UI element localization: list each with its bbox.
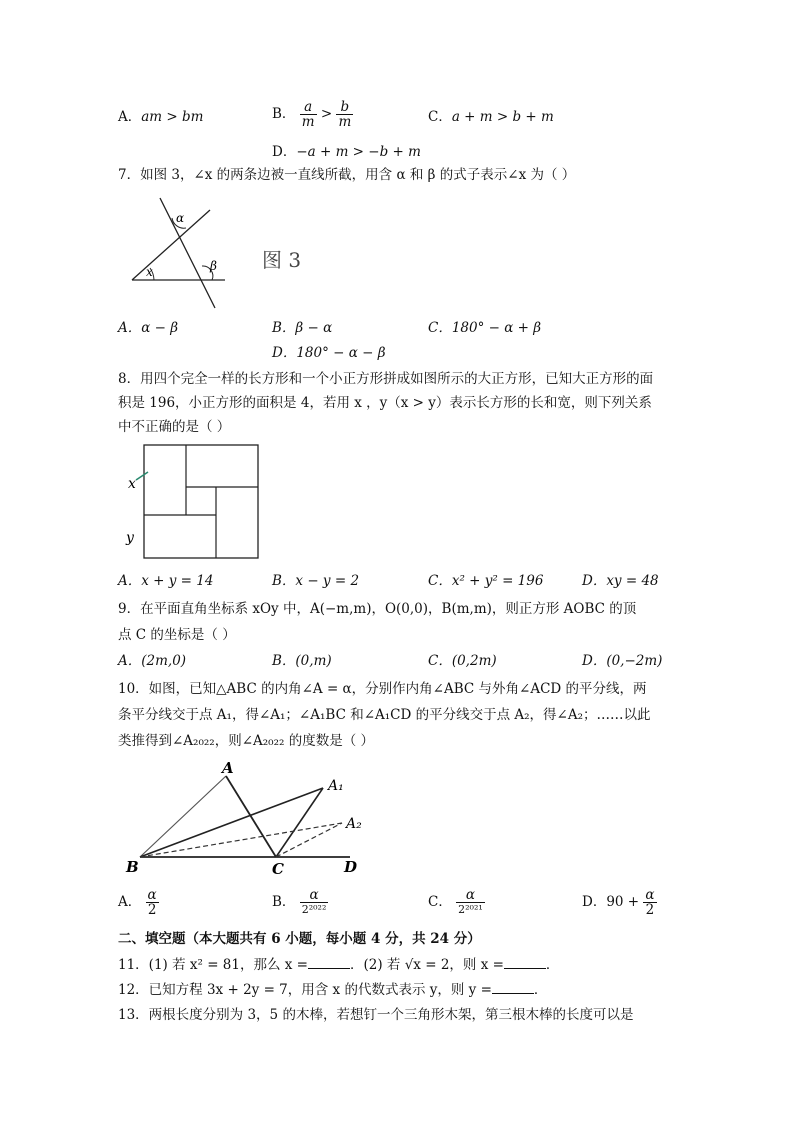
q6-option-d: D．−a + m > −b + m bbox=[272, 144, 421, 160]
label-alpha: α bbox=[176, 211, 185, 225]
q8-option-d: D．xy = 48 bbox=[582, 573, 659, 589]
q7-figure bbox=[120, 190, 320, 315]
q8-figure bbox=[124, 440, 264, 564]
label-y: y bbox=[126, 530, 134, 546]
q13: 13．两根长度分别为 3，5 的木棒，若想钉一个三角形木架，第三根木棒的长度可以是 bbox=[118, 1007, 634, 1023]
label-beta: β bbox=[210, 259, 217, 273]
fraction: $\frac{b}{m}$ bbox=[338, 99, 352, 130]
side-ac bbox=[226, 776, 276, 857]
q10-line2: 条平分线交于点 A₁，得∠A₁；∠A₁BC 和∠A₁CD 的平分线交于点 A₂，得∠A₂；……以此 bbox=[118, 707, 651, 723]
label-a2: A₂ bbox=[346, 816, 362, 832]
label-c: C bbox=[272, 860, 284, 878]
q10-option-c: C． $\frac{\alpha}{\text{2²⁰²¹}}$ bbox=[428, 887, 483, 916]
label-x: x bbox=[128, 476, 136, 492]
big-square bbox=[144, 445, 258, 558]
q8-option-a: A．x + y = 14 bbox=[118, 573, 214, 589]
q7-stem: 7．如图 3，∠x 的两条边被一直线所截，用含 α 和 β 的式子表示∠x 为（ ） bbox=[118, 167, 576, 183]
label-a: A bbox=[222, 760, 234, 777]
section-heading: 二、填空题（本大题共有 6 小题，每小题 4 分，共 24 分） bbox=[118, 931, 481, 947]
bisector-ba1 bbox=[140, 788, 323, 857]
label-b: B bbox=[126, 858, 139, 876]
q8-option-c: C．x² + y² = 196 bbox=[428, 573, 544, 589]
transversal bbox=[160, 198, 215, 308]
q9-line2: 点 C 的坐标是（ ） bbox=[118, 627, 236, 643]
small-square bbox=[186, 487, 216, 515]
q9-line1: 9．在平面直角坐标系 xOy 中，A(−m,m)，O(0,0)，B(m,m)，则正方形 AOBC 的顶 bbox=[118, 601, 637, 617]
q7-option-b: B．β − α bbox=[272, 320, 333, 336]
q9-option-d: D．(0,−2m) bbox=[582, 653, 663, 669]
mark bbox=[136, 472, 148, 480]
q6-option-c: C．a + m > b + m bbox=[428, 109, 554, 125]
q6-option-a: A．am > bm bbox=[118, 109, 204, 125]
q8-line1: 8．用四个完全一样的长方形和一个小正方形拼成如图所示的大正方形，已知大正方形的面 bbox=[118, 371, 654, 387]
q7-option-a: A．α − β bbox=[118, 320, 179, 336]
q7-option-c: C．180° − α + β bbox=[428, 320, 542, 336]
q9-option-b: B．(0,m) bbox=[272, 653, 332, 669]
q6-option-b: B． $\frac{a}{m}$ > $\frac{b}{m}$ bbox=[272, 99, 352, 130]
q10-line1: 10．如图，已知△ABC 的内角∠A = α，分别作内角∠ABC 与外角∠ACD 的平分线，两 bbox=[118, 681, 647, 697]
answer-blank bbox=[492, 981, 534, 994]
q10-option-d: D．90 + $\frac{\alpha}{2}$ bbox=[582, 887, 655, 918]
q10-line3: 类推得到∠A₂₀₂₂，则∠A₂₀₂₂ 的度数是（ ） bbox=[118, 733, 374, 749]
q12: 12．已知方程 3x + 2y = 7，用含 x 的代数式表示 y，则 y = ． bbox=[118, 982, 548, 998]
q8-line2: 积是 196，小正方形的面积是 4，若用 x ，y（x > y）表示长方形的长和宽，则下列关系 bbox=[118, 395, 652, 411]
q10-option-a: A． $\frac{\alpha}{2}$ bbox=[118, 887, 157, 918]
bisector-ca1 bbox=[276, 788, 323, 857]
q9-option-c: C．(0,2m) bbox=[428, 653, 497, 669]
q7-option-d: D．180° − α − β bbox=[272, 345, 386, 361]
answer-blank bbox=[504, 956, 546, 969]
q9-option-a: A．(2m,0) bbox=[118, 653, 187, 669]
figure-caption: 图 3 bbox=[262, 248, 302, 272]
label-d: D bbox=[344, 858, 358, 876]
label-x: x bbox=[146, 265, 153, 279]
q8-line3: 中不正确的是（ ） bbox=[118, 419, 231, 435]
fraction: $\frac{a}{m}$ bbox=[301, 99, 315, 130]
answer-blank bbox=[308, 956, 350, 969]
q11: 11．(1) 若 x² = 81，那么 x = ．(2) 若 √x = 2，则 x = ． bbox=[118, 957, 560, 973]
q8-option-b: B．x − y = 2 bbox=[272, 573, 360, 589]
q10-figure bbox=[118, 760, 368, 878]
q10-option-b: B． $\frac{\alpha}{\text{2²⁰²²}}$ bbox=[272, 887, 327, 916]
label-a1: A₁ bbox=[328, 778, 344, 794]
